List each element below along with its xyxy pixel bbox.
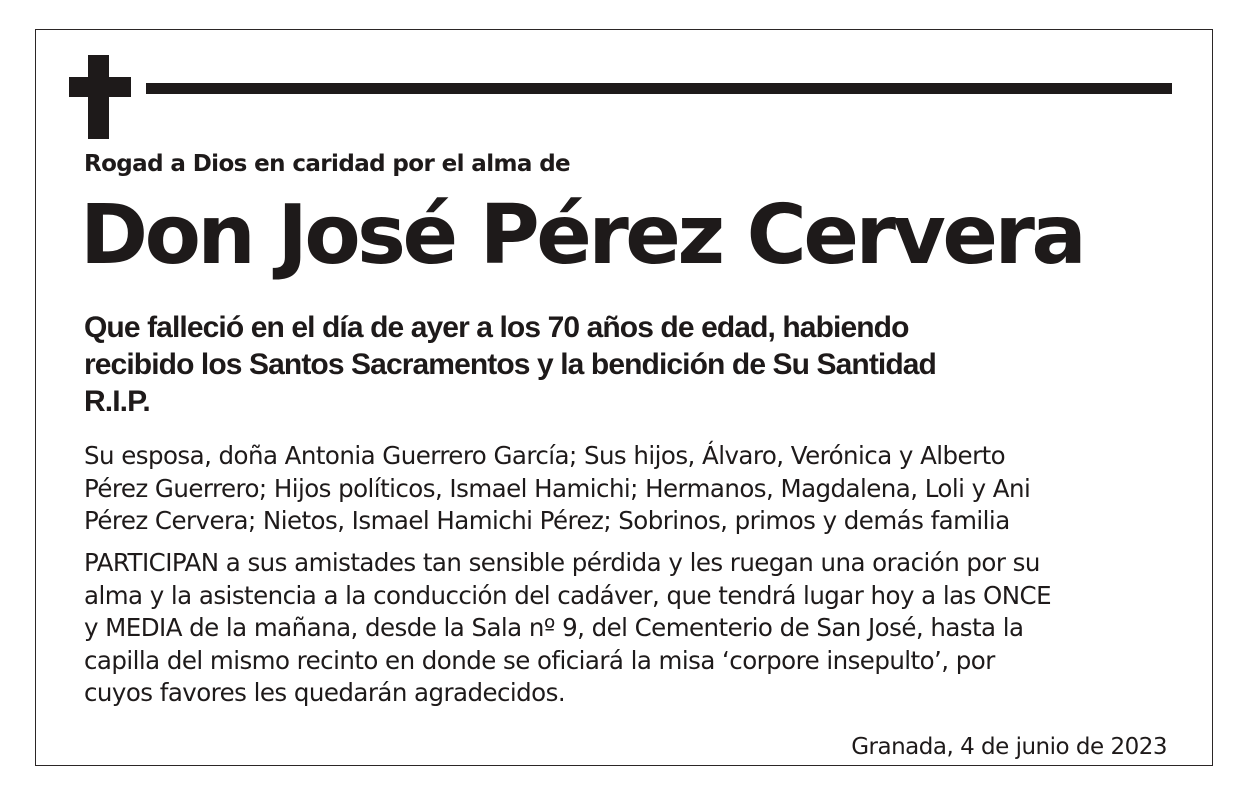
announcement-paragraph [84, 547, 1051, 710]
announcement-line: alma y la asistencia a la conducción del cadáver, que tendrá lugar hoy a las ONCE [84, 580, 1051, 610]
rip-line: R.I.P. [84, 385, 150, 418]
announcement-line: y MEDIA de la mañana, desde la Sala nº 9, del Cementerio de San José, hasta la [84, 613, 1024, 642]
death-statement-line: Que falleció en el día de ayer a los 70 años de edad, habiendo [84, 311, 909, 344]
family-line: Su esposa, doña Antonia Guerrero García; Sus hijos, Álvaro, Verónica y Alberto [84, 441, 1006, 470]
header-rule [146, 83, 1172, 94]
cross-icon [69, 55, 131, 139]
intro-line: Rogad a Dios en caridad por el alma de [84, 151, 571, 177]
death-statement [84, 309, 1184, 420]
announcement-line: cuyos favores les quedarán agradecidos. [84, 678, 566, 707]
death-statement-line: recibido los Santos Sacramentos y la bendición de Su Santidad [84, 348, 936, 381]
place-and-date: Granada, 4 de junio de 2023 [851, 734, 1167, 760]
family-line: Pérez Guerrero; Hijos políticos, Ismael Hamichi; Hermanos, Magdalena, Loli y Ani [84, 473, 1031, 503]
family-paragraph [84, 440, 1030, 538]
family-line: Pérez Cervera; Nietos, Ismael Hamichi Pérez; Sobrinos, primos y demás familia [84, 506, 1010, 535]
deceased-name: Don José Pérez Cervera [80, 188, 1084, 283]
announcement-line: capilla del mismo recinto en donde se oficiará la misa ‘corpore insepulto’, por [84, 645, 995, 675]
announcement-line: PARTICIPAN a sus amistades tan sensible pérdida y les ruegan una oración por su [84, 548, 1040, 577]
